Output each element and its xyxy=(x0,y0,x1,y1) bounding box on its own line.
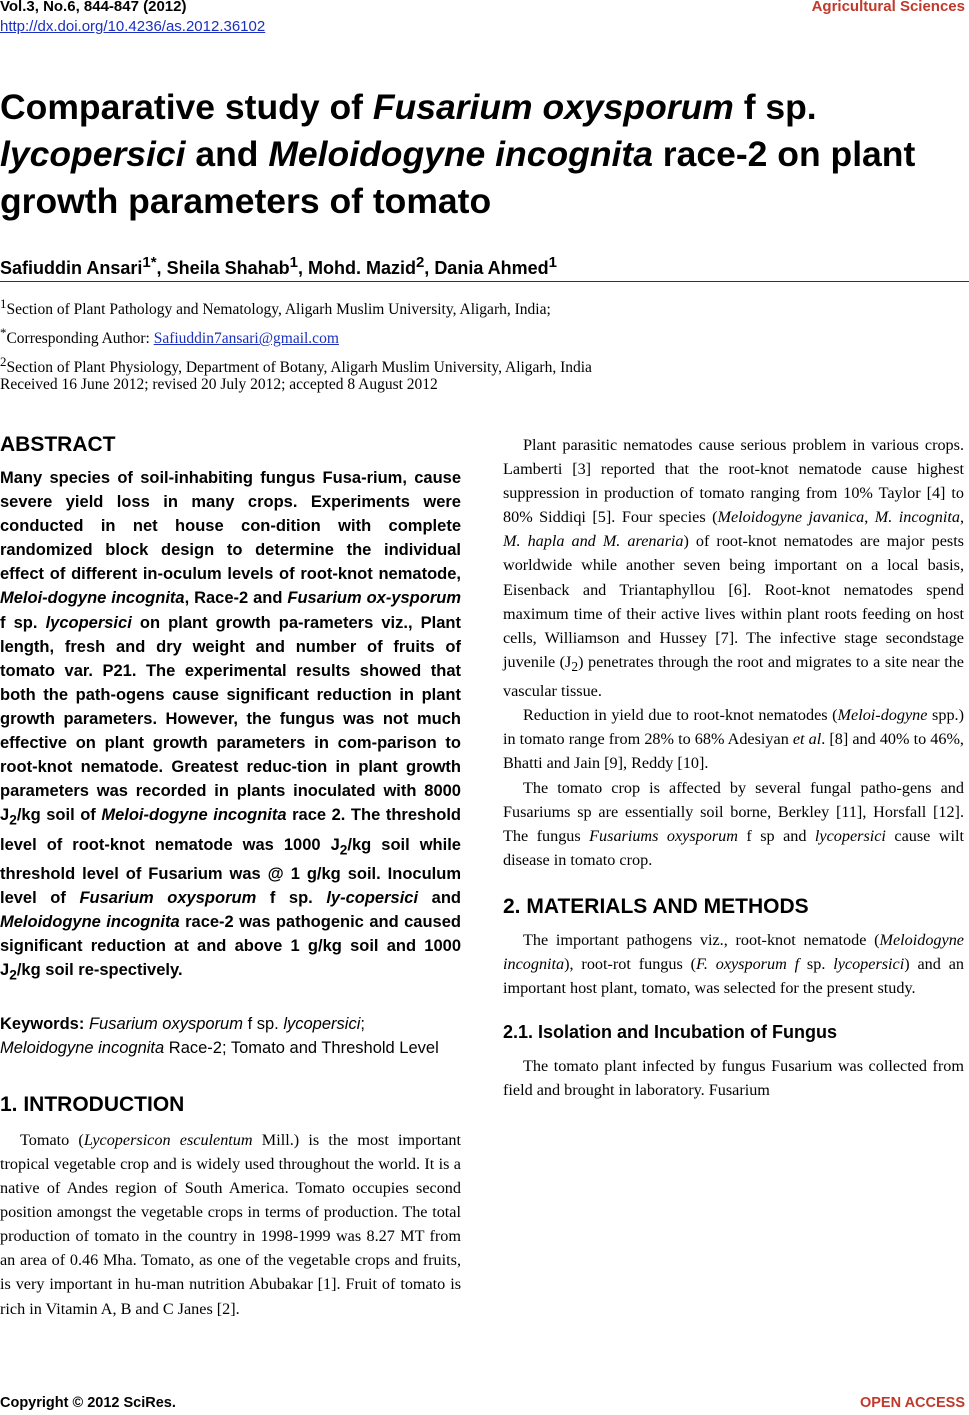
right-column xyxy=(503,433,964,1102)
methods-heading: 2. MATERIALS AND METHODS xyxy=(503,894,809,918)
intro-paragraph-1: Tomato (Lycopersicon esculentum Mill.) is the most important tropical vegetable crop and is widely used throughout the world. It is a native of Andes region of South America. Tomato occupies second position amongst the vegetable crops in terms of production. The total production of tomato in the country in 1998-1999 was 8.27 MT from an area of 0.46 Mha. Tomato, as one of the vegetable crops and fruits, is very important in hu-man nutrition Abubakar [1]. Fruit of tomato is rich in Vitamin A, B and C Janes [2]. xyxy=(0,1130,461,1318)
intro-paragraph-2: Plant parasitic nematodes cause serious problem in various crops. Lamberti [3] reported that the root-knot nematode cause highest suppression in production of tomato ranging from 10% Taylor [4] to 80% Siddiqi [5]. Four species (Meloidogyne javanica, M. incognita, M. hapla and M. arenaria) of root-knot nematodes are major pests worldwide while another seven being important on a local basis, Eisenback and Triantaphyllou [6]. Root-knot nematodes spend maximum time of their active lives within plant roots feeding on host cells, Williamson and Hussey [7]. The infective stage secondstage juvenile $(J_2)$ penetrates through the root and migrates to a site near the vascular tissue. xyxy=(503,436,964,701)
copyright: Copyright © 2012 SciRes. xyxy=(0,1395,176,1411)
volume-info: Vol.3, No.6, 844-847 (2012) xyxy=(0,0,187,15)
author-list: Safiuddin Ansari$^{1*}$, Sheila Shahab$^1$, Mohd. Mazid$^2$, Dania Ahmed$^1$ xyxy=(0,254,558,278)
received-dates: Received 16 June 2012; revised 20 July 2012; accepted 8 August 2012 xyxy=(0,376,438,393)
paper-title: Comparative study of Fusarium oxysporum f sp. lycopersici and Meloidogyne incognita race-2 on plant growth parameters of tomato xyxy=(0,87,916,221)
intro-paragraph-3: Reduction in yield due to root-knot nematodes (Meloi-dogyne spp.) in tomato range from 28% to 68% Adesiyan et al. [8] and 40% to 46%, Bhatti and Jain [9], Reddy [10]. xyxy=(503,706,964,773)
subsection-heading: 2.1. Isolation and Incubation of Fungus xyxy=(503,1022,838,1043)
author-name: Safiuddin Ansari xyxy=(0,258,143,278)
email-link[interactable]: Safiuddin7ansari@gmail.com xyxy=(153,330,339,348)
author-name: Mohd. Mazid xyxy=(307,258,416,278)
title-divider xyxy=(0,281,969,282)
keywords: Keywords: Fusarium oxysporum f sp. lycopersici; Meloidogyne incognita Race-2; Tomato and Threshold Level xyxy=(0,1014,439,1057)
intro-paragraph-4: The tomato crop is affected by several fungal patho-gens and Fusariums sp are essentially soil borne, Berkley [11], Horsfall [12]. The fungus Fusariums oxysporum f sp and lycopersici cause wilt disease in tomato crop. xyxy=(503,778,964,869)
author-name: Dania Ahmed xyxy=(434,258,549,278)
left-column xyxy=(0,433,461,1321)
doi-link[interactable]: http://dx.doi.org/10.4236/as.2012.36102 xyxy=(0,18,266,35)
abstract-heading: ABSTRACT xyxy=(0,433,116,456)
author-name: Sheila Shahab xyxy=(166,258,290,278)
affiliations xyxy=(0,292,592,379)
methods-paragraph-1: The important pathogens viz., root-knot nematode (Meloidogyne incognita), root-rot fungus (F. oxysporum f sp. lycopersici) and an important host plant, tomato, was selected for the present study. xyxy=(503,930,964,998)
affiliation-2: $^2$Section of Plant Physiology, Department of Botany, Aligarh Muslim University, Aligarh, India xyxy=(0,354,592,377)
intro-heading: 1. INTRODUCTION xyxy=(0,1092,185,1116)
abstract-text: Many species of soil-inhabiting fungus Fusa-rium, cause severe yield loss in many crops. Experiments were conducted in net house con-dition with complete randomized block design to determine the individual effect of different in-oculum levels of root-knot nematode, Meloi-dogyne incognita, Race-2 and Fusarium ox-ysporum f sp. lycopersici on plant growth pa-rameters viz., Plant length, fresh and dry weight and number of fruits of tomato var. P21. The experimental results showed that both the path-ogens cause significant reduction in plant growth parameters. However, the fungus was not much effective on plant growth parameters in com-parison to root-knot nematode. Greatest reduc-tion in plant growth parameters was recorded in plants inoculated with 8000 $J_2/kg$ soil of Meloi-dogyne incognita race 2. The threshold level of root-knot nematode was 1000 $J_2/kg$ soil while threshold level of Fusarium was @ 1 g/kg soil. Inoculum level of Fusarium oxysporum f sp. ly-copersici and Meloidogyne incognita race-2 was pathogenic and caused significant reduction at and above 1 g/kg soil and 1000 $J_2/kg$ soil re-spectively. xyxy=(0,469,462,983)
methods-paragraph-2: The tomato plant infected by fungus Fusarium was collected from field and brought in laboratory. Fusarium xyxy=(503,1057,964,1100)
affiliation-1: $^1$Section of Plant Pathology and Nematology, Aligarh Muslim University, Aligarh, India; xyxy=(0,296,551,319)
journal-name: Agricultural Sciences xyxy=(811,0,965,15)
corresponding-author: *Corresponding Author: Safiuddin7ansari@gmail.com xyxy=(0,325,339,348)
open-access-label: OPEN ACCESS xyxy=(859,1395,965,1411)
